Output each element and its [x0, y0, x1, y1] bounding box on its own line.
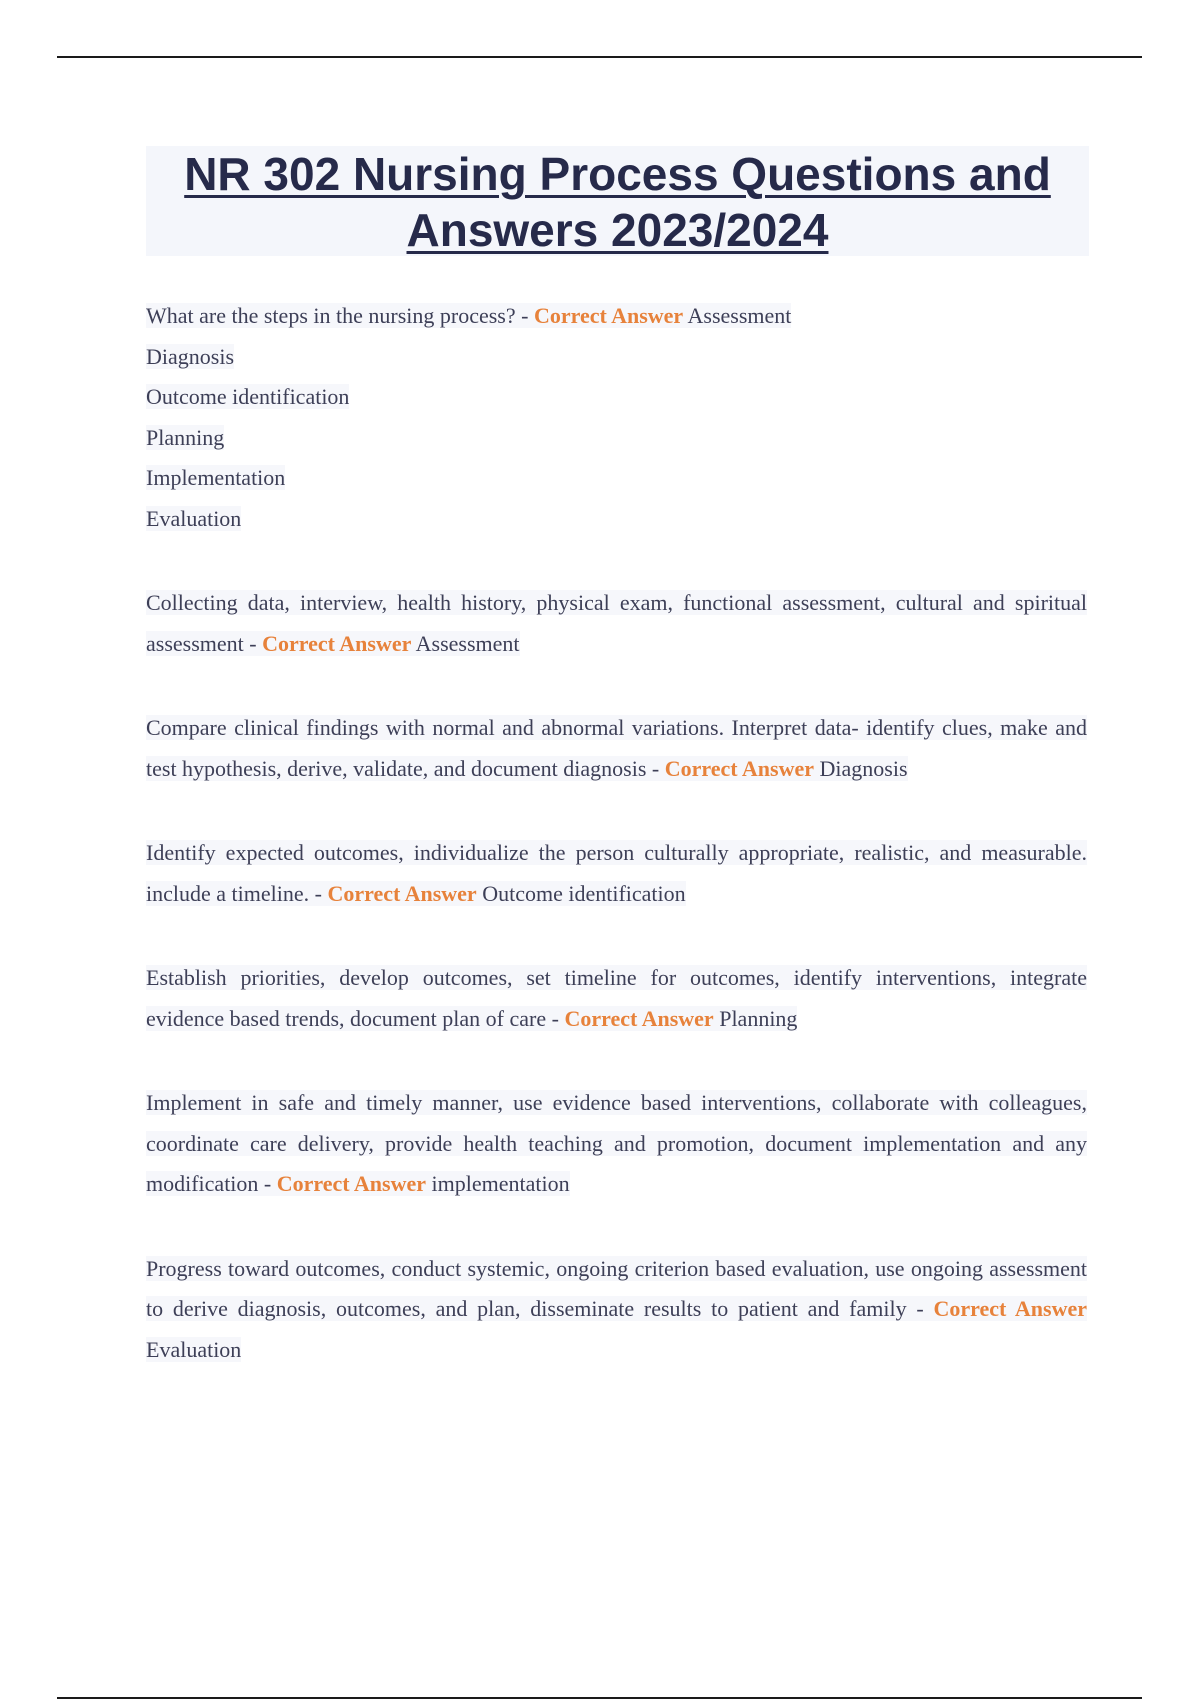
question-text: What are the steps in the nursing process? [146, 303, 516, 328]
separator: - [546, 1005, 565, 1031]
correct-answer-label: Correct Answer [276, 1171, 427, 1196]
separator: - [906, 1296, 934, 1321]
answer-text: Outcome identification [482, 880, 686, 906]
separator: - [646, 755, 665, 781]
answer-text: implementation [431, 1171, 570, 1196]
answer-text: Assessment [687, 303, 792, 328]
answer-text: Diagnosis [819, 755, 908, 781]
correct-answer-label: Correct Answer [564, 1005, 714, 1031]
answer-line: Evaluation [146, 505, 242, 531]
qa-item-5 [146, 958, 1087, 1039]
question-text: Compare clinical findings with normal and abnormal variations. Interpret data- identify clues, make and test hypothesis, derive, validate, and document diagnosis [146, 715, 1087, 781]
question-text: Collecting data, interview, health history, physical exam, functional assessment, cultural and spiritual assessment [146, 590, 1087, 656]
qa-item-1 [146, 296, 1087, 539]
separator: - [515, 303, 534, 328]
qa-item-4 [146, 833, 1087, 914]
answer-text: Evaluation [146, 1336, 242, 1362]
top-rule [57, 56, 1142, 58]
correct-answer-label: Correct Answer [933, 1296, 1088, 1321]
correct-answer-label: Correct Answer [327, 880, 477, 906]
correct-answer-label: Correct Answer [262, 630, 412, 656]
question-text: Identify expected outcomes, individualize the person culturally appropriate, realistic, and measurable. include a timeline. [146, 840, 1087, 906]
separator: - [258, 1171, 277, 1196]
question-text: Progress toward outcomes, conduct systemic, ongoing criterion based evaluation, use ongoing assessment to derive diagnosis, outcomes, and plan, disseminate results to patient and family [146, 1255, 1087, 1321]
question-text: Implement in safe and timely manner, use evidence based interventions, collaborate with colleagues, coordinate care delivery, provide health teaching and promotion, document implementation and any modification [146, 1090, 1087, 1196]
answer-line: Planning [146, 424, 225, 450]
title-block [146, 146, 1089, 256]
bottom-rule [57, 1697, 1142, 1699]
answer-line: Outcome identification [146, 384, 350, 409]
separator: - [243, 630, 263, 656]
question-text: Establish priorities, develop outcomes, set timeline for outcomes, identify interventions, integrate evidence based trends, document plan of care [146, 965, 1087, 1031]
answer-text: Planning [719, 1005, 798, 1031]
separator: - [309, 880, 328, 906]
document-title: NR 302 Nursing Process Questions and Answers 2023/2024 [184, 148, 1051, 256]
qa-content [146, 296, 1087, 1414]
qa-item-3 [146, 708, 1087, 789]
answer-line: Implementation [146, 465, 286, 490]
qa-item-2 [146, 583, 1087, 664]
correct-answer-label: Correct Answer [664, 755, 814, 781]
answer-text: Assessment [415, 630, 520, 656]
qa-item-7 [146, 1249, 1087, 1371]
correct-answer-label: Correct Answer [533, 303, 684, 328]
answer-line: Diagnosis [146, 343, 234, 369]
qa-item-6 [146, 1083, 1087, 1205]
